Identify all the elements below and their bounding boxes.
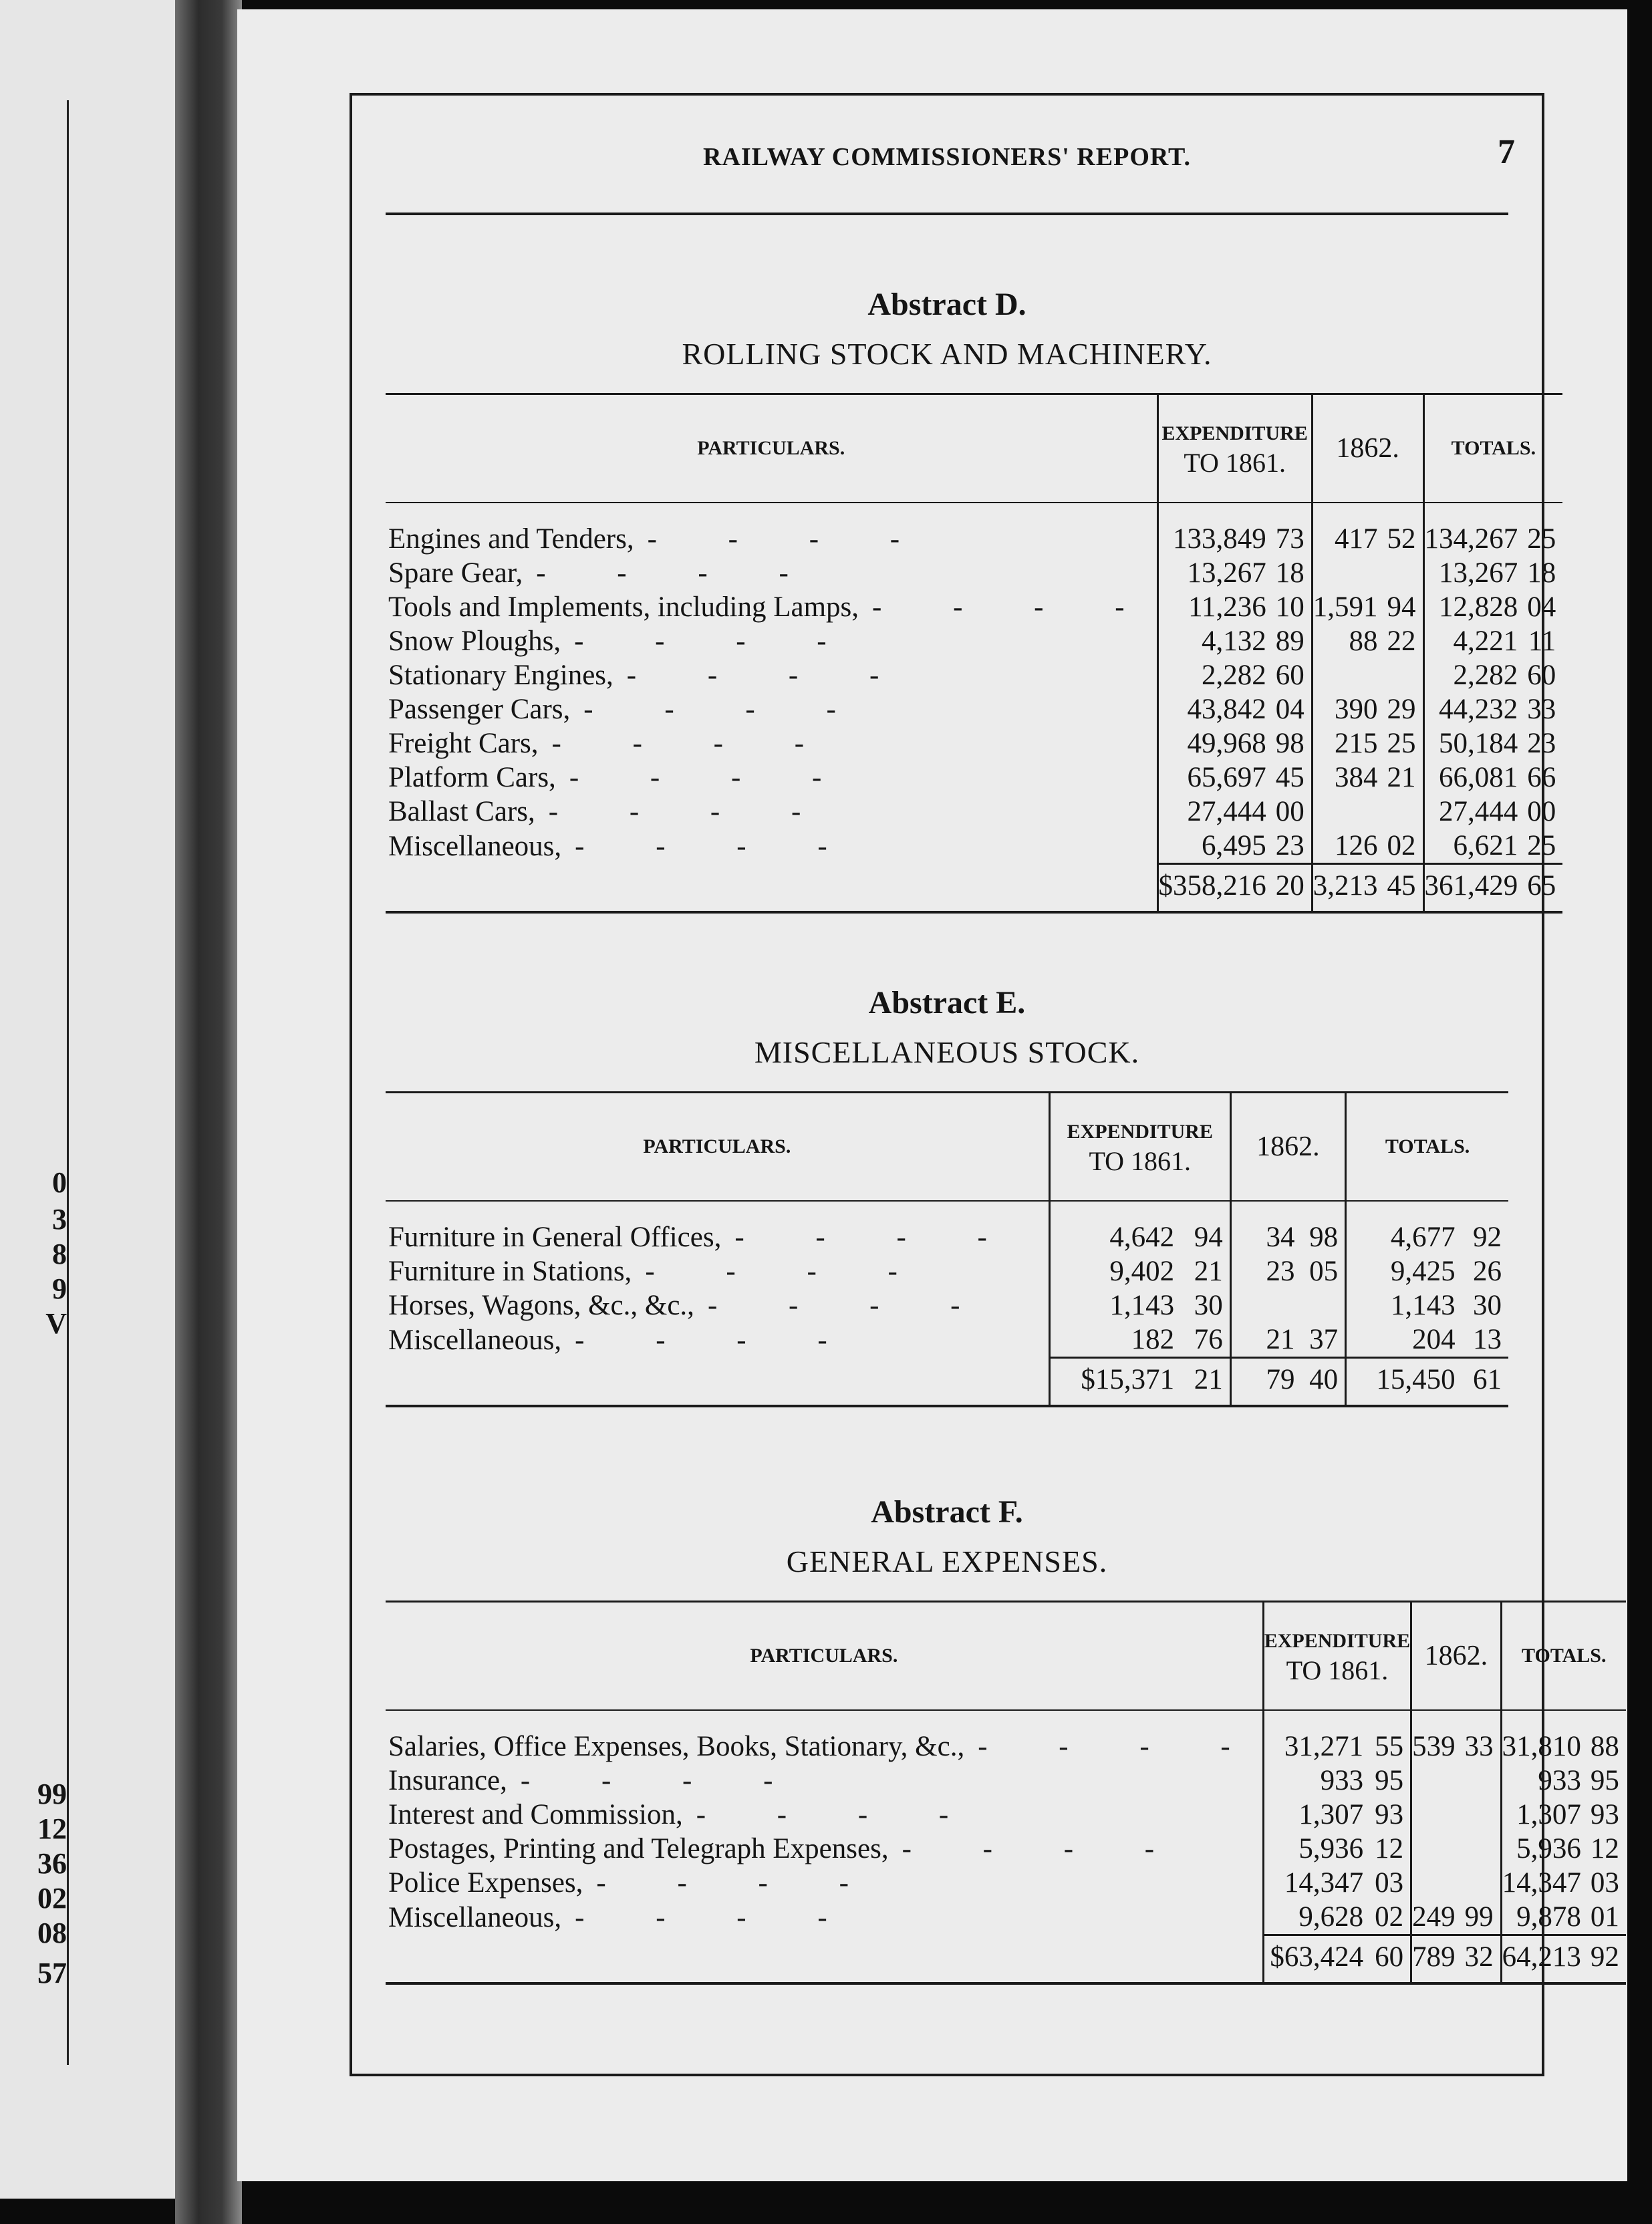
grand-total-dollars: 15,450 <box>1346 1358 1465 1407</box>
year-cents: 25 <box>1387 728 1416 759</box>
year-dollars <box>1411 1866 1465 1900</box>
total-dollars: 134,267 <box>1423 503 1527 556</box>
year-dollars: 88 <box>1312 624 1387 658</box>
year-dollars: 34 <box>1230 1201 1304 1254</box>
table-row <box>386 658 1562 692</box>
expenditure-dollars: 9,402 <box>1049 1254 1184 1288</box>
total-cents: 92 <box>1473 1222 1502 1253</box>
left-fragment: 02 <box>37 1882 67 1915</box>
table-row <box>386 829 1562 864</box>
page-number: 7 <box>1498 133 1515 171</box>
total-dollars: 6,621 <box>1423 829 1527 864</box>
expenditure-dollars: 182 <box>1049 1323 1184 1358</box>
expenditure-cents: 12 <box>1375 1833 1404 1864</box>
grand-expenditure-dollars: $358,216 <box>1157 864 1276 913</box>
year-dollars <box>1312 795 1387 829</box>
total-dollars: 1,143 <box>1346 1288 1465 1323</box>
total-cents: 23 <box>1527 728 1556 759</box>
table-row <box>386 1288 1508 1323</box>
year-dollars: 249 <box>1411 1900 1465 1935</box>
total-row <box>386 1935 1626 1984</box>
row-label-text: Postages, Printing and Telegraph Expenses, <box>388 1833 889 1864</box>
table-row <box>386 760 1562 795</box>
grand-total-cents: 92 <box>1591 1935 1626 1984</box>
expenditure-cents: 95 <box>1375 1765 1404 1796</box>
table-row <box>386 556 1562 590</box>
expenditure-cents: 45 <box>1275 762 1304 793</box>
total-cents: 66 <box>1527 762 1556 793</box>
col-particulars: PARTICULARS. <box>386 394 1157 503</box>
row-label <box>386 692 1157 726</box>
leader-dots: - - - - <box>978 1731 1262 1762</box>
total-row <box>386 1358 1508 1407</box>
grand-year-dollars: 3,213 <box>1312 864 1387 913</box>
year-cents <box>1304 1288 1346 1323</box>
expenditure-cents: 93 <box>1375 1799 1404 1830</box>
year-dollars: 539 <box>1411 1710 1465 1764</box>
total-cents: 03 <box>1590 1867 1619 1899</box>
total-dollars: 933 <box>1501 1764 1591 1798</box>
row-label <box>386 1288 1049 1323</box>
expenditure-dollars: 1,307 <box>1263 1798 1373 1832</box>
table-row <box>386 1201 1508 1254</box>
col-expenditure-line2: TO 1861. <box>1286 1655 1389 1685</box>
total-cents: 93 <box>1590 1799 1619 1830</box>
year-cents: 99 <box>1464 1901 1494 1933</box>
col-expenditure <box>1049 1093 1230 1202</box>
table-row <box>386 1323 1508 1358</box>
row-label-text: Stationary Engines, <box>388 660 613 691</box>
row-label <box>386 503 1157 556</box>
total-cents: 60 <box>1527 660 1556 691</box>
total-dollars: 27,444 <box>1423 795 1527 829</box>
total-dollars: 12,828 <box>1423 590 1527 624</box>
expenditure-dollars: 49,968 <box>1157 726 1276 760</box>
expenditure-dollars: 2,282 <box>1157 658 1276 692</box>
total-dollars: 66,081 <box>1423 760 1527 795</box>
table-row <box>386 726 1562 760</box>
table-row <box>386 1798 1626 1832</box>
year-cents: 94 <box>1387 591 1416 623</box>
abstract-f-subtitle: GENERAL EXPENSES. <box>786 1544 1108 1578</box>
year-cents: 29 <box>1387 694 1416 725</box>
col-expenditure-line2: TO 1861. <box>1089 1146 1192 1176</box>
expenditure-dollars: 27,444 <box>1157 795 1276 829</box>
expenditure-cents: 60 <box>1275 660 1304 691</box>
table-row <box>386 1710 1626 1764</box>
leader-dots: - - - - <box>551 728 837 759</box>
table-row <box>386 1866 1626 1900</box>
expenditure-cents: 02 <box>1375 1901 1404 1933</box>
row-label <box>386 829 1157 864</box>
row-label-text: Miscellaneous, <box>388 1901 562 1933</box>
row-label <box>386 1254 1049 1288</box>
leader-dots: - - - - <box>707 1290 992 1321</box>
row-label-text: Horses, Wagons, &c., &c., <box>388 1290 694 1321</box>
expenditure-cents: 00 <box>1275 796 1304 827</box>
total-dollars: 9,425 <box>1346 1254 1465 1288</box>
leader-dots: - - - - <box>569 762 854 793</box>
table-row <box>386 1764 1626 1798</box>
leader-dots: - - - - <box>645 1256 930 1287</box>
expenditure-cents: 89 <box>1275 626 1304 657</box>
year-cents <box>1387 556 1424 590</box>
row-label-text: Spare Gear, <box>388 557 523 589</box>
expenditure-cents: 76 <box>1194 1324 1223 1355</box>
total-dollars: 5,936 <box>1501 1832 1591 1866</box>
total-dollars: 13,267 <box>1423 556 1527 590</box>
year-cents: 98 <box>1309 1222 1339 1253</box>
expenditure-cents: 98 <box>1275 728 1304 759</box>
total-dollars: 50,184 <box>1423 726 1527 760</box>
year-dollars: 23 <box>1230 1254 1304 1288</box>
col-year: 1862. <box>1230 1093 1345 1202</box>
row-label <box>386 1710 1263 1764</box>
expenditure-dollars: 1,143 <box>1049 1288 1184 1323</box>
col-expenditure-line1: EXPENDITURE <box>1161 422 1308 444</box>
col-year: 1862. <box>1312 394 1423 503</box>
leader-dots: - - - - <box>596 1867 881 1899</box>
grand-expenditure-cents: 21 <box>1184 1358 1230 1407</box>
total-cents: 88 <box>1590 1731 1619 1762</box>
row-label <box>386 1798 1263 1832</box>
year-cents <box>1465 1832 1502 1866</box>
row-label <box>386 658 1157 692</box>
total-dollars: 31,810 <box>1501 1710 1591 1764</box>
col-totals: TOTALS. <box>1346 1093 1508 1202</box>
leader-dots: - - - - <box>902 1833 1187 1864</box>
leader-dots: - - - - <box>734 1222 1019 1253</box>
year-cents <box>1465 1764 1502 1798</box>
year-cents: 05 <box>1309 1256 1339 1287</box>
grand-year-cents: 32 <box>1465 1935 1502 1984</box>
row-label-text: Furniture in Stations, <box>388 1256 632 1287</box>
year-dollars: 21 <box>1230 1323 1304 1358</box>
abstract-f-table <box>386 1601 1626 1985</box>
total-row-spacer <box>386 1358 1049 1407</box>
expenditure-dollars: 933 <box>1263 1764 1373 1798</box>
year-dollars <box>1411 1832 1465 1866</box>
row-label-text: Snow Ploughs, <box>388 626 561 657</box>
left-fragment: 99 <box>37 1778 67 1810</box>
row-label <box>386 760 1157 795</box>
left-fragment: 36 <box>37 1847 67 1880</box>
leader-dots: - - - - <box>626 660 912 691</box>
col-particulars: PARTICULARS. <box>386 1602 1263 1711</box>
total-dollars: 44,232 <box>1423 692 1527 726</box>
total-cents: 00 <box>1527 796 1556 827</box>
grand-year-cents: 45 <box>1387 864 1424 913</box>
year-cents: 33 <box>1464 1731 1494 1762</box>
year-dollars <box>1411 1798 1465 1832</box>
expenditure-dollars: 133,849 <box>1157 503 1276 556</box>
year-cents <box>1465 1798 1502 1832</box>
total-dollars: 4,221 <box>1423 624 1527 658</box>
left-fragment: 08 <box>37 1917 67 1949</box>
grand-year-cents: 40 <box>1304 1358 1346 1407</box>
expenditure-cents: 94 <box>1194 1222 1223 1253</box>
left-fragment: 8 <box>52 1238 67 1270</box>
table-row <box>386 795 1562 829</box>
row-label <box>386 556 1157 590</box>
left-fragment: 3 <box>52 1203 67 1236</box>
expenditure-cents: 18 <box>1275 557 1304 589</box>
expenditure-dollars: 4,642 <box>1049 1201 1184 1254</box>
year-dollars: 1,591 <box>1312 590 1387 624</box>
leader-dots: - - - - <box>872 591 1157 623</box>
abstract-f-title: Abstract F. <box>871 1494 1023 1530</box>
row-label <box>386 1866 1263 1900</box>
total-dollars: 9,878 <box>1501 1900 1591 1935</box>
book-gutter <box>175 0 242 2224</box>
abstract-d-table <box>386 393 1562 914</box>
leader-dots: - - - - <box>548 796 833 827</box>
row-label <box>386 1764 1263 1798</box>
expenditure-dollars: 13,267 <box>1157 556 1276 590</box>
total-cents: 12 <box>1590 1833 1619 1864</box>
year-dollars: 126 <box>1312 829 1387 864</box>
year-dollars <box>1411 1764 1465 1798</box>
expenditure-dollars: 31,271 <box>1263 1710 1373 1764</box>
left-fragment: 57 <box>37 1957 67 1989</box>
abstract-e-table <box>386 1091 1508 1407</box>
total-cents: 13 <box>1473 1324 1502 1355</box>
expenditure-dollars: 6,495 <box>1157 829 1276 864</box>
grand-expenditure-dollars: $15,371 <box>1049 1358 1184 1407</box>
leader-dots: - - - - <box>583 694 868 725</box>
row-label <box>386 1201 1049 1254</box>
left-fragment: 12 <box>37 1812 67 1845</box>
total-dollars: 204 <box>1346 1323 1465 1358</box>
abstract-d-subtitle: ROLLING STOCK AND MACHINERY. <box>682 337 1212 371</box>
head-rule <box>386 213 1508 215</box>
expenditure-cents: 21 <box>1194 1256 1223 1287</box>
expenditure-dollars: 11,236 <box>1157 590 1276 624</box>
total-cents: 04 <box>1527 591 1556 623</box>
total-row <box>386 864 1562 913</box>
year-dollars: 384 <box>1312 760 1387 795</box>
table-row <box>386 692 1562 726</box>
abstract-e-subtitle: MISCELLANEOUS STOCK. <box>754 1035 1140 1069</box>
row-label-text: Furniture in General Offices, <box>388 1222 722 1253</box>
grand-expenditure-cents: 20 <box>1276 864 1313 913</box>
grand-total-dollars: 361,429 <box>1423 864 1527 913</box>
total-cents: 01 <box>1590 1901 1619 1933</box>
year-cents: 22 <box>1387 626 1416 657</box>
expenditure-cents: 55 <box>1375 1731 1404 1762</box>
grand-total-dollars: 64,213 <box>1501 1935 1591 1984</box>
total-cents: 33 <box>1527 694 1556 725</box>
expenditure-cents: 10 <box>1275 591 1304 623</box>
abstract-d-title: Abstract D. <box>867 287 1026 322</box>
col-expenditure <box>1157 394 1312 503</box>
total-cents: 26 <box>1473 1256 1502 1287</box>
row-label-text: Ballast Cars, <box>388 796 535 827</box>
col-expenditure-line1: EXPENDITURE <box>1264 1630 1411 1652</box>
table-header <box>386 394 1562 503</box>
expenditure-dollars: 4,132 <box>1157 624 1276 658</box>
left-fragment: V <box>45 1307 67 1340</box>
left-page-fragment <box>0 0 175 2199</box>
leader-dots: - - - - <box>575 1324 859 1356</box>
leader-dots: - - - - <box>647 523 932 555</box>
row-label-text: Police Expenses, <box>388 1867 583 1899</box>
grand-total-cents: 61 <box>1465 1358 1508 1407</box>
expenditure-cents: 23 <box>1275 830 1304 861</box>
row-label <box>386 1323 1049 1358</box>
row-label <box>386 624 1157 658</box>
row-label-text: Freight Cars, <box>388 728 539 759</box>
year-dollars <box>1312 556 1387 590</box>
row-label-text: Interest and Commission, <box>388 1799 683 1830</box>
report-page <box>237 9 1627 2181</box>
row-label-text: Passenger Cars, <box>388 694 571 725</box>
year-dollars: 215 <box>1312 726 1387 760</box>
leader-dots: - - - - <box>520 1765 805 1796</box>
row-label <box>386 1900 1263 1935</box>
expenditure-cents: 73 <box>1275 523 1304 555</box>
table-row <box>386 1832 1626 1866</box>
year-cents: 21 <box>1387 762 1416 793</box>
expenditure-dollars: 5,936 <box>1263 1832 1373 1866</box>
col-expenditure-line2: TO 1861. <box>1184 448 1286 478</box>
expenditure-cents: 30 <box>1194 1290 1223 1321</box>
year-dollars <box>1312 658 1387 692</box>
row-label <box>386 795 1157 829</box>
expenditure-cents: 04 <box>1275 694 1304 725</box>
col-totals: TOTALS. <box>1501 1602 1626 1711</box>
left-fragment: 9 <box>52 1272 67 1305</box>
table-row <box>386 590 1562 624</box>
year-cents <box>1465 1866 1502 1900</box>
year-cents: 02 <box>1387 830 1416 861</box>
abstract-e-title: Abstract E. <box>868 985 1026 1020</box>
col-year: 1862. <box>1411 1602 1502 1711</box>
row-label <box>386 726 1157 760</box>
table-row <box>386 624 1562 658</box>
left-page-border <box>0 100 69 2065</box>
row-label-text: Platform Cars, <box>388 762 556 793</box>
expenditure-dollars: 65,697 <box>1157 760 1276 795</box>
leader-dots: - - - - <box>575 830 859 862</box>
expenditure-dollars: 14,347 <box>1263 1866 1373 1900</box>
total-dollars: 1,307 <box>1501 1798 1591 1832</box>
expenditure-dollars: 9,628 <box>1263 1900 1373 1935</box>
total-dollars: 4,677 <box>1346 1201 1465 1254</box>
leader-dots: - - - - <box>574 626 859 657</box>
running-head: RAILWAY COMMISSIONERS' REPORT. <box>702 143 1192 171</box>
table-row <box>386 1254 1508 1288</box>
leader-dots: - - - - <box>575 1901 859 1933</box>
left-fragment: 0 <box>52 1166 67 1199</box>
total-cents: 25 <box>1527 830 1556 861</box>
row-label-text: Engines and Tenders, <box>388 523 634 555</box>
grand-year-dollars: 789 <box>1411 1935 1465 1984</box>
table-header <box>386 1093 1508 1202</box>
total-cents: 18 <box>1527 557 1556 589</box>
year-cents <box>1387 658 1424 692</box>
year-cents: 37 <box>1309 1324 1339 1355</box>
year-dollars <box>1230 1288 1304 1323</box>
total-cents: 11 <box>1528 626 1556 657</box>
year-cents: 52 <box>1387 523 1416 555</box>
year-dollars: 417 <box>1312 503 1387 556</box>
expenditure-cents: 03 <box>1375 1867 1404 1899</box>
col-expenditure <box>1263 1602 1411 1711</box>
total-row-spacer <box>386 864 1157 913</box>
grand-expenditure-dollars: $63,424 <box>1263 1935 1373 1984</box>
table-row <box>386 1900 1626 1935</box>
row-label-text: Insurance, <box>388 1765 507 1796</box>
row-label-text: Miscellaneous, <box>388 1324 562 1356</box>
col-totals: TOTALS. <box>1423 394 1562 503</box>
row-label <box>386 1832 1263 1866</box>
grand-year-dollars: 79 <box>1230 1358 1304 1407</box>
total-row-spacer <box>386 1935 1263 1984</box>
total-cents: 30 <box>1473 1290 1502 1321</box>
col-expenditure-line1: EXPENDITURE <box>1067 1121 1213 1143</box>
row-label-text: Salaries, Office Expenses, Books, Stationary, &c., <box>388 1731 965 1762</box>
grand-total-cents: 65 <box>1527 864 1562 913</box>
total-dollars: 2,282 <box>1423 658 1527 692</box>
row-label-text: Miscellaneous, <box>388 830 562 862</box>
total-cents: 95 <box>1590 1765 1619 1796</box>
col-particulars: PARTICULARS. <box>386 1093 1049 1202</box>
year-dollars: 390 <box>1312 692 1387 726</box>
leader-dots: - - - - <box>696 1799 981 1830</box>
expenditure-dollars: 43,842 <box>1157 692 1276 726</box>
leader-dots: - - - - <box>536 557 821 589</box>
row-label-text: Tools and Implements, including Lamps, <box>388 591 859 623</box>
total-dollars: 14,347 <box>1501 1866 1591 1900</box>
year-cents <box>1387 795 1424 829</box>
total-cents: 25 <box>1527 523 1556 555</box>
page-frame <box>350 93 1619 2076</box>
table-header <box>386 1602 1626 1711</box>
table-row <box>386 503 1562 556</box>
grand-expenditure-cents: 60 <box>1373 1935 1411 1984</box>
row-label <box>386 590 1157 624</box>
